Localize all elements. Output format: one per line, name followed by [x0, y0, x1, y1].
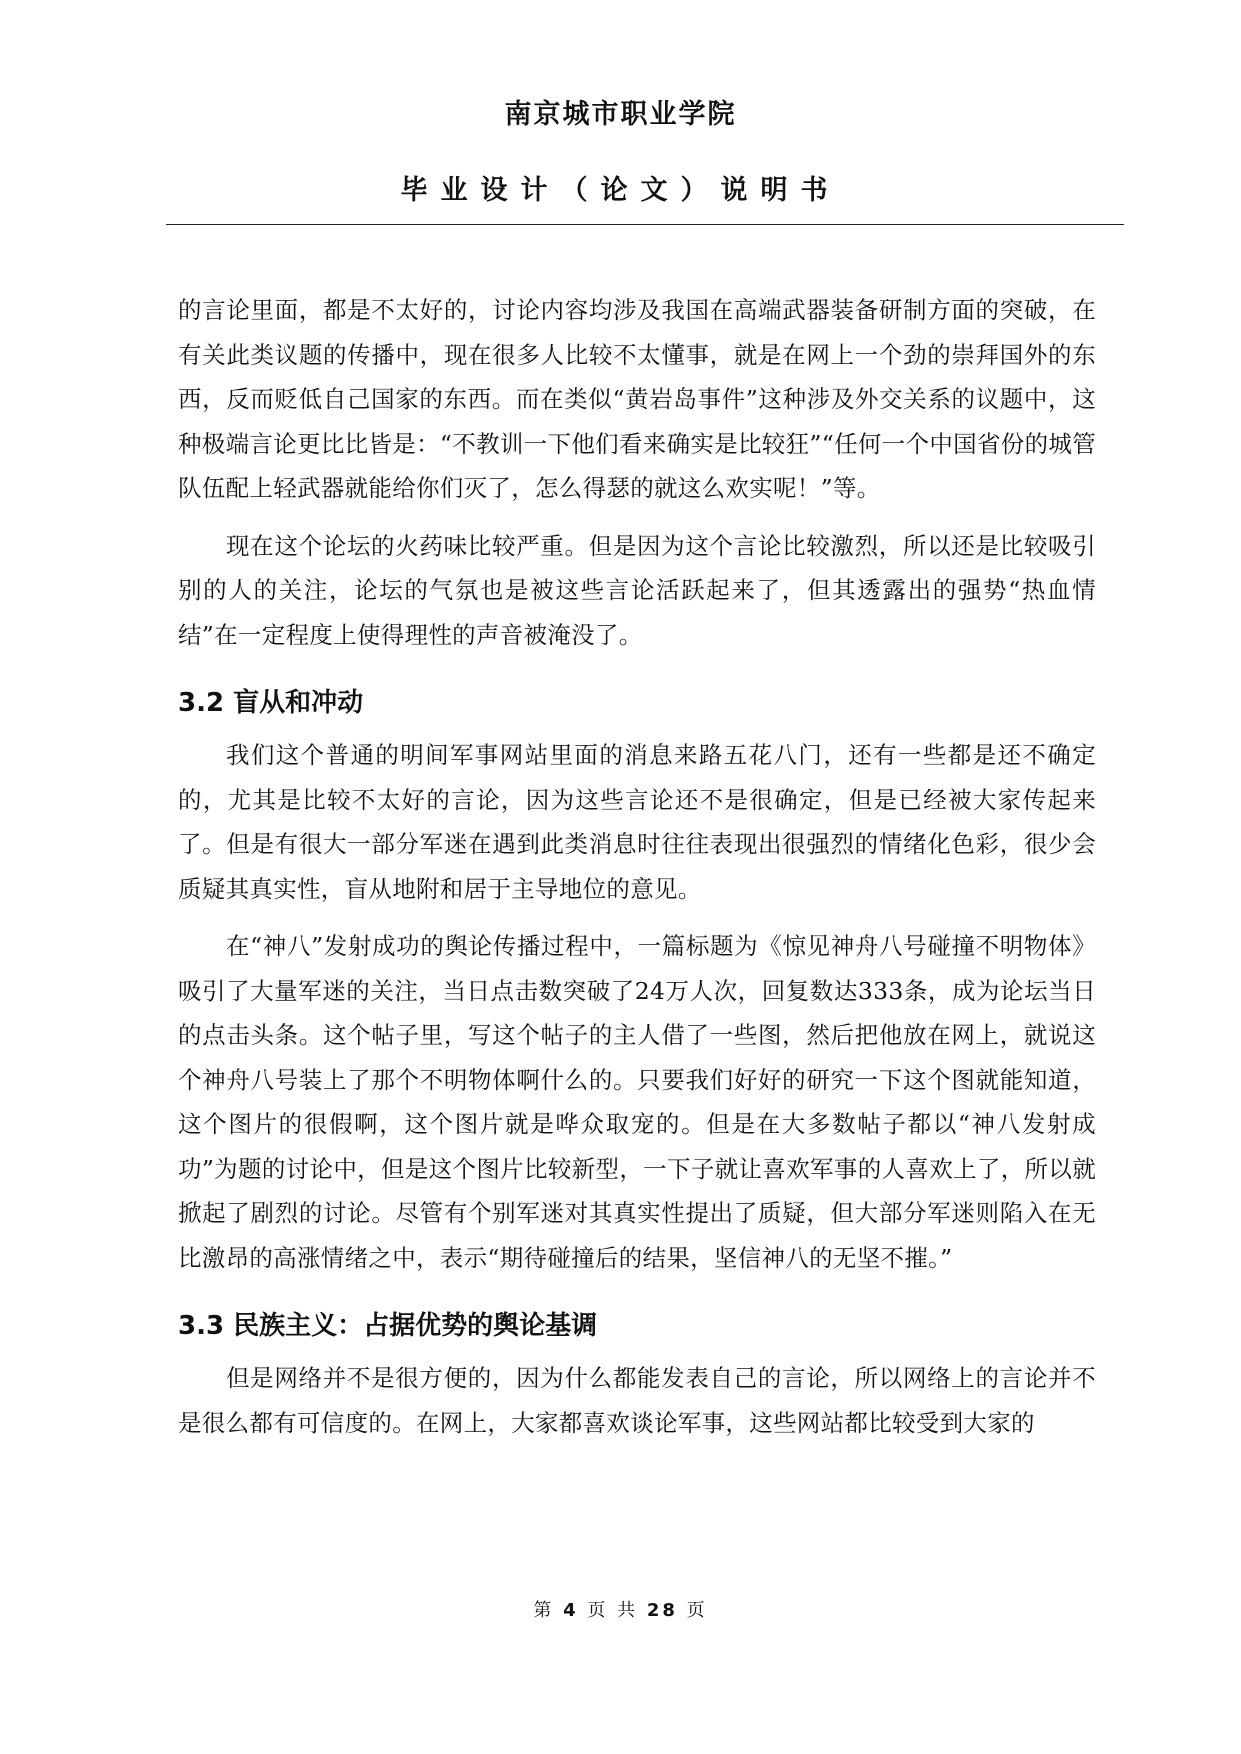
paragraph: 我们这个普通的明间军事网站里面的消息来路五花八门，还有一些都是还不确定的，尤其是比较不太好的言论，因为这些言论还不是很确定，但是已经被大家传起来了。但是有很大一部分军迷在遇到此类消息时往往表现出很强烈的情绪化色彩，很少会质疑其真实性，盲从地附和居于主导地位的意见。	[178, 741, 1096, 903]
paragraph: 现在这个论坛的火药味比较严重。但是因为这个言论比较激烈，所以还是比较吸引别的人的关注，论坛的气氛也是被这些言论活跃起来了，但其透露出的强势“热血情结”在一定程度上使得理性的声音被淹没了。	[178, 531, 1096, 649]
page-total: 28	[646, 1600, 678, 1621]
footer-suffix: 页	[686, 1600, 708, 1621]
header-divider	[166, 224, 1124, 225]
document-body	[178, 288, 1096, 1445]
section-heading-3-3: 3.3 民族主义：占据优势的舆论基调	[178, 1311, 598, 1341]
paragraph-continued: 的言论里面，都是不太好的，讨论内容均涉及我国在高端武器装备研制方面的突破，在有关此类议题的传播中，现在很多人比较不太懂事，就是在网上一个劲的崇拜国外的东西，反而贬低自己国家的东西。而在类似“黄岩岛事件”这种涉及外交关系的议题中，这种极端言论更比比皆是：“不教训一下他们看来确实是比较狂”“任何一个中国省份的城管队伍配上轻武器就能给你们灭了，怎么得瑟的就这么欢实呢！”等。	[178, 296, 1096, 502]
paragraph: 在“神八”发射成功的舆论传播过程中，一篇标题为《惊见神舟八号碰撞不明物体》吸引了大量军迷的关注，当日点击数突破了24万人次，回复数达333条，成为论坛当日的点击头条。这个帖子里，写这个帖子的主人借了一些图，然后把他放在网上，就说这个神舟八号装上了那个不明物体啊什么的。只要我们好好的研究一下这个图就能知道，这个图片的很假啊，这个图片就是哗众取宠的。但是在大多数帖子都以“神八发射成功”为题的讨论中，但是这个图片比较新型，一下子就让喜欢军事的人喜欢上了，所以就掀起了剧烈的讨论。尽管有个别军迷对其真实性提出了质疑，但大部分军迷则陷入在无比激昂的高涨情绪之中，表示“期待碰撞后的结果，坚信神八的无坚不摧。”	[178, 932, 1096, 1272]
footer-prefix: 第	[533, 1600, 555, 1621]
footer-middle: 页 共	[587, 1600, 639, 1621]
document-title: 毕业设计（论文）说明书	[400, 175, 841, 206]
school-name: 南京城市职业学院	[504, 99, 737, 130]
page-footer	[0, 1596, 1241, 1622]
page-number: 4	[563, 1600, 579, 1621]
section-heading-3-2: 3.2 盲从和冲动	[178, 688, 364, 718]
paragraph: 但是网络并不是很方便的，因为什么都能发表自己的言论，所以网络上的言论并不是很么都有可信度的。在网上，大家都喜欢谈论军事，这些网站都比较受到大家的	[178, 1364, 1096, 1437]
